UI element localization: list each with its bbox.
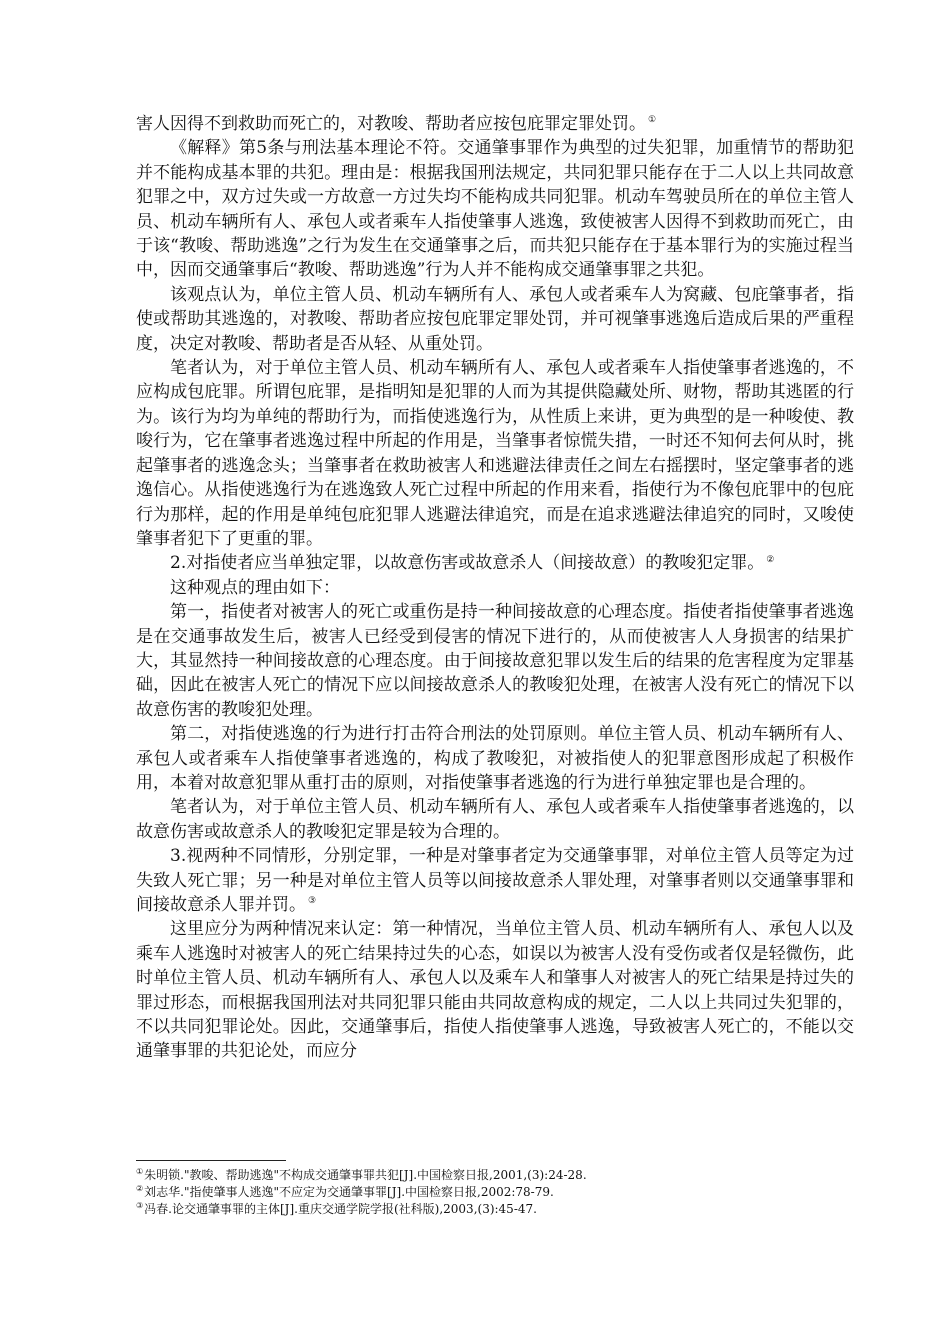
paragraph-6: 这种观点的理由如下： xyxy=(170,577,340,598)
footnote-divider xyxy=(136,1160,286,1161)
paragraph-8: 第二，对指使逃逸的行为进行打击符合刑法的处罚原则。单位主管人员、机动车辆所有人、承包人或者乘车人指使肇事者逃逸的，构成了教唆犯，对被指使人的犯罪意图形成起了积极作用，本着对故意犯罪从重打击的原则，对指使肇事者逃逸的行为进行单独定罪也是合理的。 xyxy=(136,724,854,793)
paragraph-7: 第一，指使者对被害人的死亡或重伤是持一种间接故意的心理态度。指使者指使肇事者逃逸是在交通事故发生后，被害人已经受到侵害的情况下进行的，从而使被害人人身损害的结果扩大，其显然持一种间接故意的心理态度。由于间接故意犯罪以发生后的结果的危害程度为定罪基础，因此在被害人死亡的情况下应以间接故意杀人的教唆犯处理，在被害人没有死亡的情况下以故意伤害的教唆犯处理。 xyxy=(136,602,854,720)
footnotes xyxy=(136,1160,854,1218)
paragraph-2: 《解释》第5条与刑法基本理论不符。交通肇事罪作为典型的过失犯罪，加重情节的帮助犯并不能构成基本罪的共犯。理由是：根据我国刑法规定，共同犯罪只能存在于二人以上共同故意犯罪之中，双方过失或一方故意一方过失均不能构成共同犯罪。机动车驾驶员所在的单位主管人员、机动车辆所有人、承包人或者乘车人指使肇事人逃逸，致使被害人因得不到救助而死亡，由于该“教唆、帮助逃逸”之行为发生在交通肇事之后，而共犯只能存在于基本罪行为的实施过程当中，因而交通肇事后“教唆、帮助逃逸”行为人并不能构成交通肇事罪之共犯。 xyxy=(136,138,854,281)
paragraph-3: 该观点认为，单位主管人员、机动车辆所有人、承包人或者乘车人为窝藏、包庇肇事者，指使或帮助其逃逸的，对教唆、帮助者应按包庇罪定罪处罚，并可视肇事逃逸后造成后果的严重程度，决定对教唆、帮助者是否从轻、从重处罚。 xyxy=(136,284,854,354)
footnote-2: ②刘志华."指使肇事人逃逸"不应定为交通肇事罪[J].中国检察日报,2002:78-79. xyxy=(136,1184,554,1199)
footnote-3: ③冯春.论交通肇事罪的主体[J].重庆交通学院学报(社科版),2003,(3):45-47. xyxy=(136,1201,537,1216)
footnote-ref-3[interactable]: ③ xyxy=(308,896,317,907)
paragraph-9: 笔者认为，对于单位主管人员、机动车辆所有人、承包人或者乘车人指使肇事者逃逸的，以故意伤害或故意杀人的教唆犯定罪是较为合理的。 xyxy=(136,797,854,842)
paragraph-11: 这里应分为两种情况来认定：第一种情况，当单位主管人员、机动车辆所有人、承包人以及乘车人逃逸时对被害人的死亡结果持过失的心态，如误以为被害人没有受伤或者仅是轻微伤，此时单位主管人员、机动车辆所有人、承包人以及乘车人和肇事人对被害人的死亡结果是持过失的罪过形态，而根据我国刑法对共同犯罪只能由共同故意构成的规定，二人以上共同过失犯罪的，不以共同犯罪论处。因此，交通肇事后，指使人指使肇事人逃逸，导致被害人死亡的，不能以交通肇事罪的共犯论处，而应分 xyxy=(136,919,854,1062)
paragraph-1: 害人因得不到救助而死亡的，对教唆、帮助者应按包庇罪定罪处罚。 ① xyxy=(136,114,657,134)
footnote-1: ①朱明锁."教唆、帮助逃逸"不构成交通肇事罪共犯[J].中国检察日报,2001,(3):24-28. xyxy=(136,1167,587,1182)
paragraph-4: 笔者认为，对于单位主管人员、机动车辆所有人、承包人或者乘车人指使肇事者逃逸的，不应构成包庇罪。所谓包庇罪，是指明知是犯罪的人而为其提供隐藏处所、财物，帮助其逃匿的行为。该行为均为单纯的帮助行为，而指使逃逸行为，从性质上来讲，更为典型的是一种唆使、教唆行为，它在肇事者逃逸过程中所起的作用是，当肇事者惊慌失措，一时还不知何去何从时，挑起肇事者的逃逸念头；当肇事者在救助被害人和逃避法律责任之间左右摇摆时，坚定肇事者的逃逸信心。从指使逃逸行为在逃逸致人死亡过程中所起的作用来看，指使行为不像包庇罪中的包庇行为那样，起的作用是单纯包庇犯罪人逃避法律追究，而是在追求逃避法律追究的同时，又唆使肇事者犯下了更重的罪。 xyxy=(136,358,854,549)
paragraph-5: 2.对指使者应当单独定罪，以故意伤害或故意杀人（间接故意）的教唆犯定罪。 ② xyxy=(170,553,775,574)
footnote-ref-1[interactable]: ① xyxy=(648,115,657,126)
footnote-ref-2[interactable]: ② xyxy=(766,554,775,565)
document-body xyxy=(136,112,854,1064)
paragraph-10: 3.视两种不同情形，分别定罪，一种是对肇事者定为交通肇事罪，对单位主管人员等定为过失致人死亡罪；另一种是对单位主管人员等以间接故意杀人罪处理，对肇事者则以交通肇事罪和间接故意杀人罪并罚。 ③ xyxy=(136,846,854,915)
